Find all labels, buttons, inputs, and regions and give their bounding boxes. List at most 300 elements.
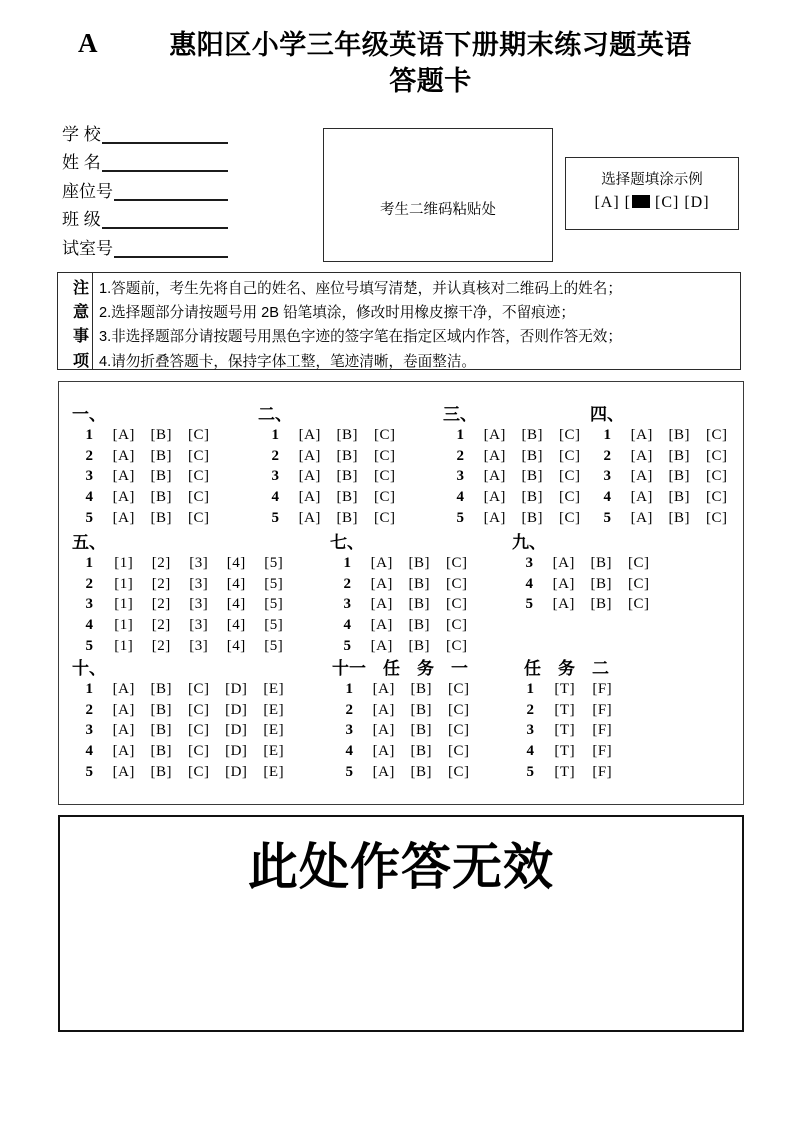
answer-bubble-1-4-B[interactable]: [B] — [150, 489, 172, 506]
answer-section-4 — [585, 404, 736, 528]
answer-bubble-2-1-A[interactable]: [A] — [298, 427, 321, 443]
answer-bubble-10-5-E[interactable]: [E] — [263, 763, 285, 780]
question-number: 1 — [343, 555, 351, 571]
answer-bubble-10-5-C[interactable]: [C] — [188, 763, 210, 780]
answer-row — [67, 594, 293, 615]
answer-bubble-12-5-T[interactable]: [T] — [554, 763, 576, 780]
answer-section-11 — [327, 658, 478, 782]
section-header-4: 四、 — [590, 405, 624, 424]
question-number: 5 — [526, 763, 534, 780]
answer-bubble-3-3-C[interactable]: [C] — [559, 468, 581, 485]
question-number: 4 — [85, 617, 93, 634]
question-number: 2 — [343, 575, 351, 592]
answer-row — [507, 574, 658, 595]
answer-section-10 — [67, 658, 293, 782]
answer-bubble-11-4-B[interactable]: [B] — [410, 743, 432, 760]
answer-bubble-5-5-4[interactable]: [4] — [226, 637, 246, 654]
answer-bubble-12-1-F[interactable]: [F] — [592, 681, 613, 697]
page-title-line2: 答题卡 — [389, 66, 472, 96]
notice-item-1: 1.答题前，考生先将自己的姓名、座位号填写清楚，并认真核对二维码上的姓名； — [99, 281, 622, 297]
answer-bubble-12-1-T[interactable]: [T] — [554, 681, 576, 697]
answer-bubble-5-5-3[interactable]: [3] — [189, 637, 209, 654]
answer-row — [585, 446, 736, 467]
question-number: 3 — [343, 596, 351, 613]
answer-bubble-5-3-3[interactable]: [3] — [189, 596, 209, 613]
answer-bubble-7-3-C[interactable]: [C] — [446, 596, 468, 613]
qr-code-paste-label: 考生二维码粘贴处 — [380, 202, 496, 218]
section-header-12: 任 务 二 — [524, 659, 609, 678]
answer-bubble-2-3-A[interactable]: [A] — [298, 468, 321, 485]
answer-bubble-4-4-A[interactable]: [A] — [630, 489, 653, 506]
question-number: 3 — [271, 468, 279, 485]
answer-bubble-10-2-A[interactable]: [A] — [112, 701, 135, 718]
answer-bubble-10-2-B[interactable]: [B] — [150, 701, 172, 718]
answer-bubble-5-2-3[interactable]: [3] — [189, 575, 209, 592]
answer-bubble-5-5-1[interactable]: [1] — [114, 637, 134, 654]
notice-box — [57, 272, 741, 370]
answer-bubble-10-1-B[interactable]: [B] — [150, 681, 172, 697]
answer-row — [327, 679, 478, 700]
answer-bubble-4-4-C[interactable]: [C] — [706, 489, 728, 506]
answer-bubble-11-5-C[interactable]: [C] — [448, 763, 470, 780]
answer-bubble-9-3-A[interactable]: [A] — [552, 555, 575, 571]
section-header-5: 五、 — [72, 533, 106, 552]
question-number: 1 — [345, 681, 353, 697]
question-number: 3 — [85, 468, 93, 485]
answer-section-9 — [507, 532, 658, 615]
question-number: 4 — [271, 489, 279, 506]
answer-bubble-10-2-C[interactable]: [C] — [188, 701, 210, 718]
answer-bubble-10-3-A[interactable]: [A] — [112, 722, 135, 739]
fill-example-title: 选择题填涂示例 — [601, 172, 703, 188]
question-number: 3 — [85, 722, 93, 739]
answer-bubble-2-4-A[interactable]: [A] — [298, 489, 321, 506]
answer-bubble-5-3-4[interactable]: [4] — [226, 596, 246, 613]
answer-bubble-5-1-4[interactable]: [4] — [226, 555, 246, 571]
answer-row — [325, 615, 476, 636]
notice-side-label: 注意事项 — [58, 273, 93, 369]
notice-items — [93, 273, 740, 369]
question-number: 3 — [526, 722, 534, 739]
answer-bubble-2-3-C[interactable]: [C] — [374, 468, 396, 485]
answer-bubble-3-2-A[interactable]: [A] — [483, 447, 506, 464]
question-number: 2 — [603, 447, 611, 464]
answer-bubble-3-4-B[interactable]: [B] — [521, 489, 543, 506]
answer-bubble-10-5-A[interactable]: [A] — [112, 763, 135, 780]
answer-row — [325, 636, 476, 657]
question-number: 3 — [345, 722, 353, 739]
answer-bubble-4-5-C[interactable]: [C] — [706, 509, 728, 526]
fill-example-box — [565, 157, 739, 230]
answer-bubble-9-5-B[interactable]: [B] — [590, 596, 612, 613]
answer-bubble-4-2-A[interactable]: [A] — [630, 447, 653, 464]
answer-row — [507, 594, 658, 615]
answer-bubble-10-4-A[interactable]: [A] — [112, 743, 135, 760]
answer-bubble-7-2-A[interactable]: [A] — [370, 575, 393, 592]
answer-bubble-1-5-B[interactable]: [B] — [150, 509, 172, 526]
answer-bubble-1-4-C[interactable]: [C] — [188, 489, 210, 506]
answer-row — [327, 762, 478, 783]
school-field-label: 学 校 — [62, 124, 101, 144]
answer-bubble-5-5-2[interactable]: [2] — [151, 637, 171, 654]
answer-row — [438, 487, 589, 508]
answer-bubble-1-2-C[interactable]: [C] — [188, 447, 210, 464]
answer-bubble-3-5-C[interactable]: [C] — [559, 509, 581, 526]
answer-bubble-5-1-5[interactable]: [5] — [264, 555, 284, 571]
answer-row — [67, 720, 293, 741]
answer-bubble-2-3-B[interactable]: [B] — [336, 468, 358, 485]
answer-bubble-9-4-C[interactable]: [C] — [628, 575, 650, 592]
invalid-answer-text: 此处作答无效 — [248, 839, 554, 895]
answer-row — [508, 741, 621, 762]
answer-row — [253, 466, 404, 487]
question-number: 2 — [85, 701, 93, 718]
section-header-9: 九、 — [512, 533, 546, 552]
answer-bubble-11-2-C[interactable]: [C] — [448, 701, 470, 718]
answer-bubble-11-5-A[interactable]: [A] — [372, 763, 395, 780]
exam-room-field-label: 试室号 — [62, 238, 113, 258]
answer-bubble-4-1-A[interactable]: [A] — [630, 427, 653, 443]
exam-room-input-line[interactable] — [114, 256, 228, 258]
answer-bubble-2-1-B[interactable]: [B] — [336, 427, 358, 443]
answer-row — [253, 446, 404, 467]
answer-bubble-3-2-B[interactable]: [B] — [521, 447, 543, 464]
answer-bubble-4-3-B[interactable]: [B] — [668, 468, 690, 485]
answer-row — [67, 487, 218, 508]
section-header-3: 三、 — [443, 405, 477, 424]
answer-bubble-12-2-F[interactable]: [F] — [592, 701, 613, 718]
answer-bubble-9-4-A[interactable]: [A] — [552, 575, 575, 592]
answer-section-12 — [508, 658, 621, 782]
fill-example-suffix: [C] [D] — [650, 194, 710, 211]
question-number: 1 — [271, 427, 279, 443]
answer-row — [67, 636, 293, 657]
answer-section-5 — [67, 532, 293, 656]
answer-bubble-7-5-C[interactable]: [C] — [446, 637, 468, 654]
answer-bubble-3-1-C[interactable]: [C] — [559, 427, 581, 443]
seat-number-field-label: 座位号 — [62, 181, 113, 201]
question-number: 2 — [85, 447, 93, 464]
answer-bubble-3-3-B[interactable]: [B] — [521, 468, 543, 485]
answer-bubble-1-1-A[interactable]: [A] — [112, 427, 135, 443]
answer-bubble-10-1-E[interactable]: [E] — [263, 681, 285, 697]
answer-bubble-7-3-B[interactable]: [B] — [408, 596, 430, 613]
question-number: 4 — [85, 489, 93, 506]
answer-bubble-10-5-B[interactable]: [B] — [150, 763, 172, 780]
answer-bubble-11-2-B[interactable]: [B] — [410, 701, 432, 718]
question-number: 1 — [85, 681, 93, 697]
answer-bubble-10-4-E[interactable]: [E] — [263, 743, 285, 760]
answer-bubble-5-2-1[interactable]: [1] — [114, 575, 134, 592]
answer-bubble-4-3-C[interactable]: [C] — [706, 468, 728, 485]
question-number: 5 — [456, 509, 464, 526]
answer-bubble-10-2-E[interactable]: [E] — [263, 701, 285, 718]
answer-bubble-1-5-A[interactable]: [A] — [112, 509, 135, 526]
answer-bubble-12-5-F[interactable]: [F] — [592, 763, 613, 780]
answer-row — [585, 425, 736, 446]
question-number: 1 — [85, 427, 93, 443]
name-field-label: 姓 名 — [62, 153, 101, 172]
answer-bubble-5-4-1[interactable]: [1] — [114, 617, 134, 634]
answer-bubble-11-3-B[interactable]: [B] — [410, 722, 432, 739]
answer-bubble-11-3-A[interactable]: [A] — [372, 722, 395, 739]
answer-bubble-4-5-A[interactable]: [A] — [630, 509, 653, 526]
question-number: 5 — [525, 596, 533, 613]
answer-bubble-1-5-C[interactable]: [C] — [188, 509, 210, 526]
answer-bubble-11-3-C[interactable]: [C] — [448, 722, 470, 739]
answer-bubble-1-2-B[interactable]: [B] — [150, 447, 172, 464]
notice-item-2: 2.选择题部分请按题号用 2B 铅笔填涂，修改时用橡皮擦干净，不留痕迹； — [99, 305, 575, 322]
answer-bubble-4-2-B[interactable]: [B] — [668, 447, 690, 464]
answer-bubble-4-3-A[interactable]: [A] — [630, 468, 653, 485]
answer-bubble-12-4-F[interactable]: [F] — [592, 743, 613, 760]
answer-bubble-5-4-5[interactable]: [5] — [264, 617, 284, 634]
answer-bubble-2-2-A[interactable]: [A] — [298, 447, 321, 464]
question-number: 3 — [85, 596, 93, 613]
answer-row — [507, 553, 658, 574]
answer-bubble-3-4-A[interactable]: [A] — [483, 489, 506, 506]
answer-bubble-2-5-C[interactable]: [C] — [374, 509, 396, 526]
answer-bubble-4-4-B[interactable]: [B] — [668, 489, 690, 506]
answer-bubble-7-5-A[interactable]: [A] — [370, 637, 393, 654]
answer-bubble-7-1-A[interactable]: [A] — [370, 555, 393, 571]
answer-bubble-7-4-C[interactable]: [C] — [446, 617, 468, 634]
answer-row — [585, 487, 736, 508]
answer-bubble-7-4-A[interactable]: [A] — [370, 617, 393, 634]
answer-bubble-10-5-D[interactable]: [D] — [225, 763, 248, 780]
answer-bubble-5-1-1[interactable]: [1] — [114, 555, 134, 571]
answer-row — [327, 720, 478, 741]
answer-bubble-7-2-C[interactable]: [C] — [446, 575, 468, 592]
answer-bubble-11-5-B[interactable]: [B] — [410, 763, 432, 780]
answer-row — [508, 762, 621, 783]
question-number: 2 — [526, 701, 534, 718]
answer-bubble-10-1-A[interactable]: [A] — [112, 681, 135, 697]
answer-bubble-12-2-T[interactable]: [T] — [554, 701, 576, 718]
answer-row — [67, 508, 218, 529]
exam-room-field — [62, 232, 228, 261]
answer-row — [508, 720, 621, 741]
answer-row — [508, 679, 621, 700]
answer-row — [325, 574, 476, 595]
question-number: 3 — [603, 468, 611, 485]
answer-bubble-10-3-B[interactable]: [B] — [150, 722, 172, 739]
answer-bubble-3-4-C[interactable]: [C] — [559, 489, 581, 506]
answer-bubble-3-5-B[interactable]: [B] — [521, 509, 543, 526]
question-number: 4 — [456, 489, 464, 506]
answer-bubble-1-1-C[interactable]: [C] — [188, 427, 210, 443]
answer-row — [67, 553, 293, 574]
answer-bubble-5-4-4[interactable]: [4] — [226, 617, 246, 634]
answer-bubble-4-2-C[interactable]: [C] — [706, 447, 728, 464]
answer-bubble-2-5-B[interactable]: [B] — [336, 509, 358, 526]
answer-bubble-2-2-B[interactable]: [B] — [336, 447, 358, 464]
notice-item-3: 3.非选择题部分请按题号用黑色字迹的签字笔在指定区域内作答，否则作答无效； — [99, 329, 622, 346]
answer-row — [327, 741, 478, 762]
question-number: 5 — [271, 509, 279, 526]
answer-bubble-4-1-C[interactable]: [C] — [706, 427, 728, 443]
answer-bubble-5-1-2[interactable]: [2] — [151, 555, 171, 571]
answer-row — [253, 487, 404, 508]
answer-bubble-7-3-A[interactable]: [A] — [370, 596, 393, 613]
section-header-1: 一、 — [72, 405, 106, 424]
answer-bubble-9-3-B[interactable]: [B] — [590, 555, 612, 571]
question-number: 4 — [345, 743, 353, 760]
answer-row — [585, 508, 736, 529]
answer-bubble-1-3-A[interactable]: [A] — [112, 468, 135, 485]
answer-bubble-2-5-A[interactable]: [A] — [298, 509, 321, 526]
answer-bubble-1-3-C[interactable]: [C] — [188, 468, 210, 485]
answer-bubble-10-1-C[interactable]: [C] — [188, 681, 210, 697]
answer-bubble-4-5-B[interactable]: [B] — [668, 509, 690, 526]
answer-bubble-7-4-B[interactable]: [B] — [408, 617, 430, 634]
seat-number-input-line[interactable] — [114, 199, 228, 201]
question-number: 4 — [525, 575, 533, 592]
answer-bubble-5-3-1[interactable]: [1] — [114, 596, 134, 613]
answer-section-2 — [253, 404, 404, 528]
class-field-label: 班 级 — [62, 210, 101, 229]
question-number: 1 — [603, 427, 611, 443]
question-number: 1 — [456, 427, 464, 443]
answer-bubble-10-1-D[interactable]: [D] — [225, 681, 248, 697]
form-variant-letter: A — [78, 28, 98, 58]
answer-bubble-5-3-2[interactable]: [2] — [151, 596, 171, 613]
question-number: 5 — [345, 763, 353, 780]
question-number: 2 — [85, 575, 93, 592]
answer-row — [438, 508, 589, 529]
answer-section-7 — [325, 532, 476, 656]
fill-example-row — [566, 191, 738, 215]
answer-bubble-9-5-A[interactable]: [A] — [552, 596, 575, 613]
answer-bubble-3-3-A[interactable]: [A] — [483, 468, 506, 485]
answer-section-1 — [67, 404, 218, 528]
answer-bubble-10-3-C[interactable]: [C] — [188, 722, 210, 739]
answer-bubble-5-2-2[interactable]: [2] — [151, 575, 171, 592]
answer-row — [67, 762, 293, 783]
answer-bubble-1-1-B[interactable]: [B] — [150, 427, 172, 443]
invalid-answer-area — [58, 815, 744, 1032]
section-header-10: 十、 — [72, 659, 106, 678]
filled-bubble-example — [632, 195, 650, 208]
answer-bubble-5-4-3[interactable]: [3] — [189, 617, 209, 634]
answer-row — [327, 700, 478, 721]
answer-bubble-12-3-T[interactable]: [T] — [554, 722, 576, 739]
question-number: 5 — [85, 763, 93, 780]
answer-grid — [58, 381, 744, 805]
answer-bubble-2-2-C[interactable]: [C] — [374, 447, 396, 464]
answer-row — [253, 508, 404, 529]
answer-bubble-7-5-B[interactable]: [B] — [408, 637, 430, 654]
answer-row — [67, 615, 293, 636]
answer-bubble-1-3-B[interactable]: [B] — [150, 468, 172, 485]
answer-bubble-11-1-C[interactable]: [C] — [448, 681, 470, 697]
answer-bubble-3-2-C[interactable]: [C] — [559, 447, 581, 464]
answer-bubble-5-2-4[interactable]: [4] — [226, 575, 246, 592]
answer-bubble-2-4-B[interactable]: [B] — [336, 489, 358, 506]
answer-bubble-5-5-5[interactable]: [5] — [264, 637, 284, 654]
answer-row — [585, 466, 736, 487]
answer-bubble-3-1-B[interactable]: [B] — [521, 427, 543, 443]
question-number: 3 — [456, 468, 464, 485]
section-header-2: 二、 — [258, 405, 292, 424]
answer-row — [325, 594, 476, 615]
answer-bubble-11-2-A[interactable]: [A] — [372, 701, 395, 718]
question-number: 1 — [85, 555, 93, 571]
answer-bubble-5-2-5[interactable]: [5] — [264, 575, 284, 592]
answer-bubble-5-3-5[interactable]: [5] — [264, 596, 284, 613]
answer-bubble-10-4-D[interactable]: [D] — [225, 743, 248, 760]
answer-row — [67, 446, 218, 467]
page-title — [76, 27, 785, 99]
answer-bubble-10-4-C[interactable]: [C] — [188, 743, 210, 760]
answer-bubble-1-4-A[interactable]: [A] — [112, 489, 135, 506]
answer-bubble-7-1-B[interactable]: [B] — [408, 555, 430, 571]
answer-bubble-7-2-B[interactable]: [B] — [408, 575, 430, 592]
answer-row — [438, 446, 589, 467]
question-number: 4 — [85, 743, 93, 760]
answer-bubble-12-3-F[interactable]: [F] — [592, 722, 613, 739]
section-header-7: 七、 — [330, 533, 364, 552]
question-number: 4 — [343, 617, 351, 634]
answer-row — [253, 425, 404, 446]
answer-bubble-5-1-3[interactable]: [3] — [189, 555, 209, 571]
answer-bubble-12-4-T[interactable]: [T] — [554, 743, 576, 760]
answer-row — [325, 553, 476, 574]
answer-row — [67, 574, 293, 595]
seat-number-field — [62, 175, 228, 204]
name-input-line[interactable] — [102, 170, 228, 172]
answer-bubble-4-1-B[interactable]: [B] — [668, 427, 690, 443]
answer-bubble-3-1-A[interactable]: [A] — [483, 427, 506, 443]
page-title-line1: 惠阳区小学三年级英语下册期末练习题英语 — [169, 30, 692, 60]
answer-row — [67, 466, 218, 487]
answer-bubble-3-5-A[interactable]: [A] — [483, 509, 506, 526]
answer-row — [67, 741, 293, 762]
question-number: 4 — [526, 743, 534, 760]
answer-bubble-9-5-C[interactable]: [C] — [628, 596, 650, 613]
question-number: 5 — [85, 509, 93, 526]
class-input-line[interactable] — [102, 227, 228, 229]
answer-bubble-10-3-E[interactable]: [E] — [263, 722, 285, 739]
answer-bubble-2-1-C[interactable]: [C] — [374, 427, 396, 443]
name-field — [62, 147, 228, 176]
question-number: 5 — [85, 637, 93, 654]
answer-bubble-10-2-D[interactable]: [D] — [225, 701, 248, 718]
question-number: 2 — [456, 447, 464, 464]
answer-bubble-10-4-B[interactable]: [B] — [150, 743, 172, 760]
answer-bubble-1-2-A[interactable]: [A] — [112, 447, 135, 464]
answer-bubble-7-1-C[interactable]: [C] — [446, 555, 468, 571]
answer-row — [438, 425, 589, 446]
answer-bubble-9-4-B[interactable]: [B] — [590, 575, 612, 592]
answer-bubble-11-4-C[interactable]: [C] — [448, 743, 470, 760]
notice-item-4: 4.请勿折叠答题卡，保持字体工整，笔迹清晰，卷面整洁。 — [99, 353, 477, 370]
answer-bubble-2-4-C[interactable]: [C] — [374, 489, 396, 506]
school-input-line[interactable] — [102, 142, 228, 144]
question-number: 3 — [525, 555, 533, 571]
student-info-fields — [62, 118, 228, 261]
answer-bubble-5-4-2[interactable]: [2] — [151, 617, 171, 634]
answer-section-3 — [438, 404, 589, 528]
answer-bubble-11-4-A[interactable]: [A] — [372, 743, 395, 760]
answer-bubble-11-1-B[interactable]: [B] — [410, 681, 432, 697]
answer-row — [67, 679, 293, 700]
qr-code-paste-box[interactable] — [323, 128, 553, 262]
answer-bubble-10-3-D[interactable]: [D] — [225, 722, 248, 739]
section-header-11: 十一 任 务 一 — [332, 659, 468, 678]
answer-bubble-11-1-A[interactable]: [A] — [372, 681, 395, 697]
answer-bubble-9-3-C[interactable]: [C] — [628, 555, 650, 571]
